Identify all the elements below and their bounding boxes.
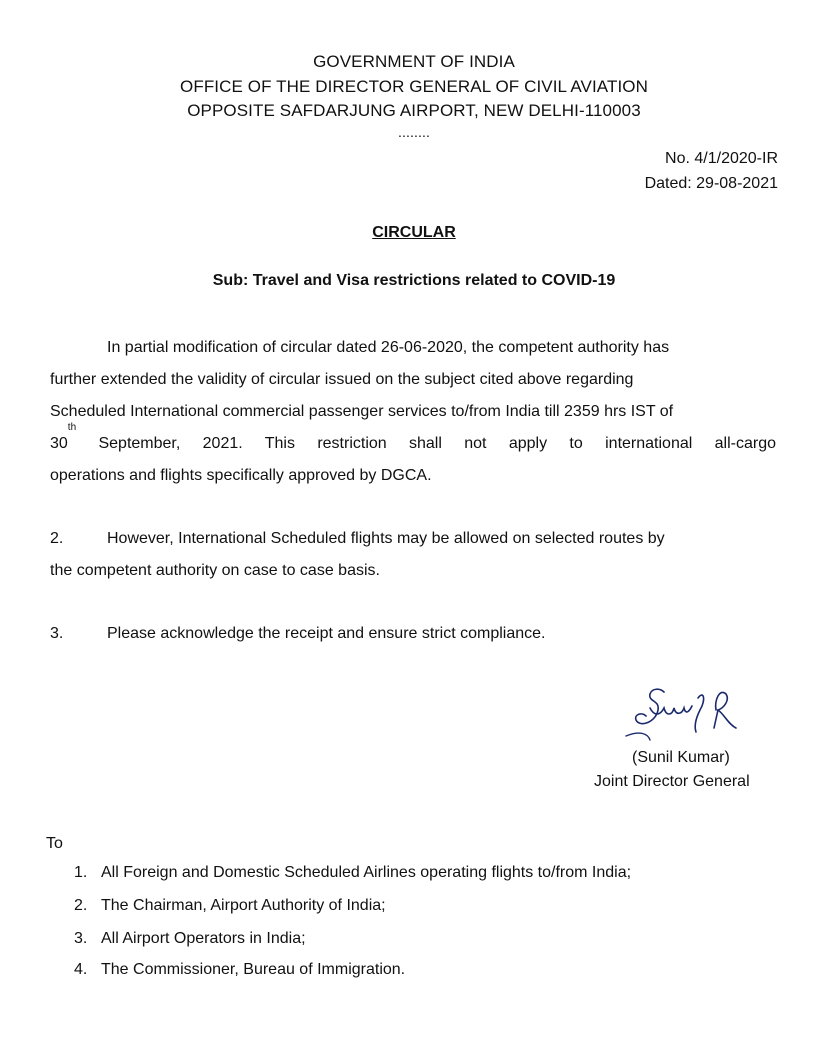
- recipient-item: [74, 930, 306, 948]
- subject-line: Sub: Travel and Visa restrictions related to COVID-19: [212, 272, 616, 289]
- recipient-item: [74, 864, 631, 882]
- paragraph-1-line: operations and flights specifically approved by DGCA.: [50, 467, 432, 484]
- recipient-text: The Chairman, Airport Authority of India;: [101, 897, 386, 914]
- circular-title: CIRCULAR: [372, 224, 456, 241]
- paragraph-2-number: 2.: [50, 530, 64, 547]
- recipient-number: 4.: [74, 961, 88, 978]
- paragraph-1: [50, 332, 776, 492]
- recipient-text: All Airport Operators in India;: [101, 930, 306, 947]
- paragraph-2-line: However, International Scheduled flights may be allowed on selected routes by: [107, 530, 665, 547]
- paragraph-1-line: In partial modification of circular dated 26-06-2020, the competent authority has: [107, 339, 670, 356]
- date-day: 30: [50, 435, 68, 452]
- recipient-number: 2.: [74, 897, 88, 914]
- reference-number: No. 4/1/2020-IR: [665, 150, 778, 167]
- signature-image: [620, 680, 780, 750]
- paragraph-3-text: Please acknowledge the receipt and ensure strict compliance.: [107, 625, 546, 642]
- paragraph-3-number: 3.: [50, 625, 64, 642]
- recipient-item: [74, 961, 405, 979]
- signatory-name: (Sunil Kumar): [632, 749, 730, 766]
- paragraph-2: [50, 523, 776, 587]
- paragraph-1-line: [50, 422, 776, 460]
- header-office: OFFICE OF THE DIRECTOR GENERAL OF CIVIL AVIATION: [180, 77, 648, 96]
- paragraph-2-line: the competent authority on case to case basis.: [50, 562, 380, 579]
- header-address: OPPOSITE SAFDARJUNG AIRPORT, NEW DELHI-110003: [187, 101, 641, 120]
- recipient-number: 3.: [74, 930, 88, 947]
- header-government: GOVERNMENT OF INDIA: [313, 52, 515, 71]
- signatory-designation: Joint Director General: [594, 773, 750, 790]
- paragraph-1-line: Scheduled International commercial passenger services to/from India till 2359 hrs IST of: [50, 403, 674, 420]
- recipient-text: All Foreign and Domestic Scheduled Airlines operating flights to/from India;: [101, 864, 632, 881]
- date-ordinal: th: [67, 422, 77, 433]
- paragraph-1-line: further extended the validity of circular issued on the subject cited above regarding: [50, 371, 634, 388]
- reference-date: Dated: 29-08-2021: [644, 175, 778, 192]
- paragraph-1-line-rest: September, 2021. This restriction shall not apply to international all-cargo: [76, 435, 776, 452]
- to-label: To: [46, 835, 63, 852]
- recipient-text: The Commissioner, Bureau of Immigration.: [101, 961, 406, 978]
- recipient-number: 1.: [74, 864, 88, 881]
- header-separator: ........: [398, 124, 430, 140]
- recipient-item: [74, 897, 386, 915]
